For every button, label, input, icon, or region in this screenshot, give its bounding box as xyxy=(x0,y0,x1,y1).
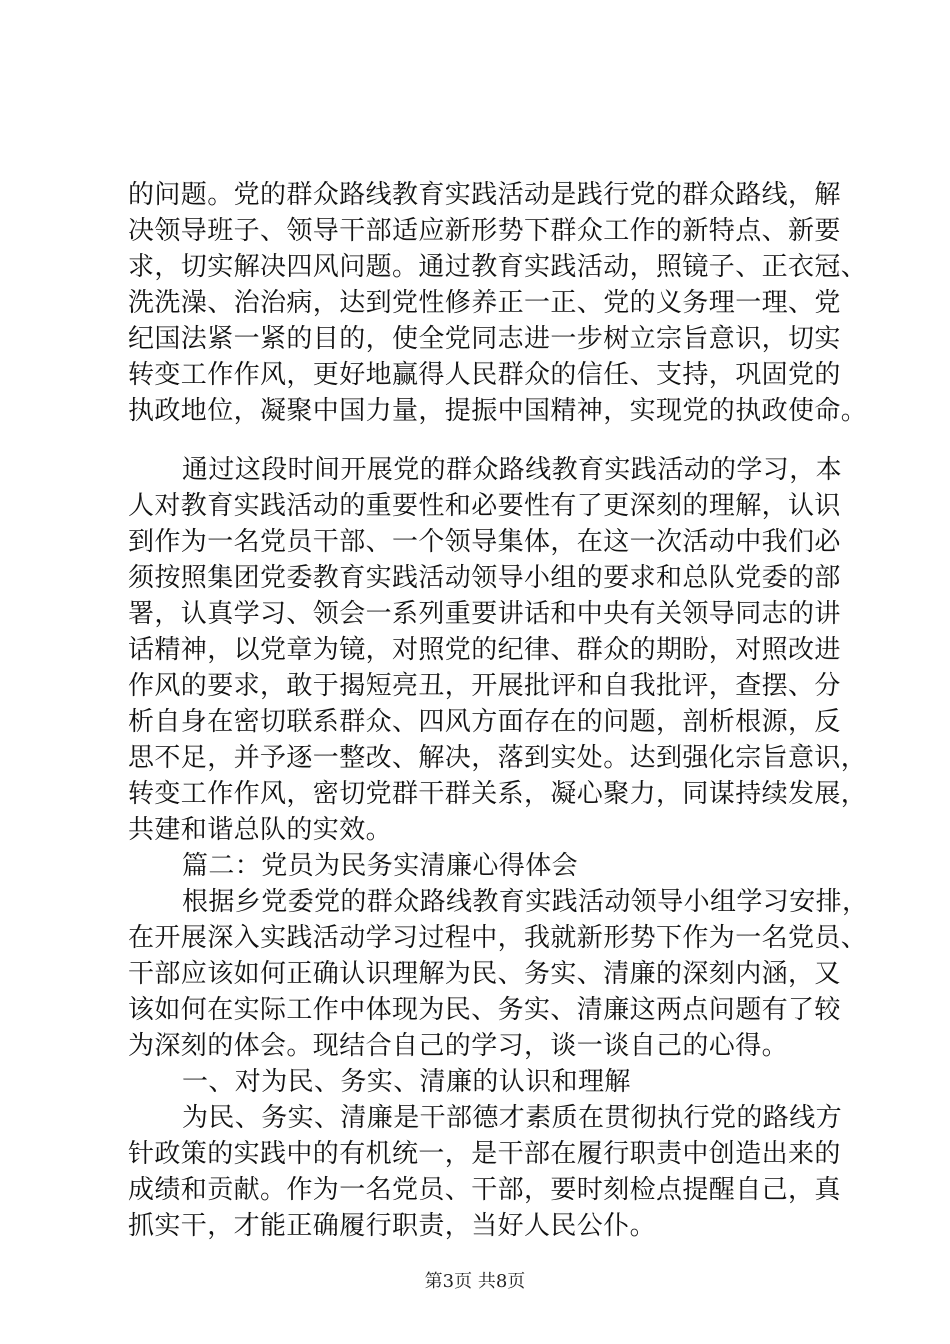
text-line: 人对教育实践活动的重要性和必要性有了更深刻的理解，认识 xyxy=(128,491,841,521)
section-title: 篇二：党员为民务实清廉心得体会 xyxy=(182,851,579,881)
text-line: 针政策的实践中的有机统一，是干部在履行职责中创造出来的 xyxy=(128,1139,841,1169)
text-line: 根据乡党委党的群众路线教育实践活动领导小组学习安排， xyxy=(182,887,869,917)
text-line: 执政地位，凝聚中国力量，提振中国精神，实现党的执政使命。 xyxy=(128,396,868,426)
text-line: 到作为一名党员干部、一个领导集体，在这一次活动中我们必 xyxy=(128,527,841,557)
subheading: 一、对为民、务实、清廉的认识和理解 xyxy=(182,1067,631,1097)
text-line: 为民、务实、清廉是干部德才素质在贯彻执行党的路线方 xyxy=(182,1103,843,1133)
text-line: 转变工作作风，更好地赢得人民群众的信任、支持，巩固党的 xyxy=(128,360,841,390)
text-line: 共建和谐总队的实效。 xyxy=(128,815,393,845)
text-line: 干部应该如何正确认识理解为民、务实、清廉的深刻内涵，又 xyxy=(128,959,841,989)
text-line: 抓实干，才能正确履行职责，当好人民公仆。 xyxy=(128,1211,657,1241)
text-line: 署，认真学习、领会一系列重要讲话和中央有关领导同志的讲 xyxy=(128,599,841,629)
text-line: 须按照集团党委教育实践活动领导小组的要求和总队党委的部 xyxy=(128,563,841,593)
text-line: 该如何在实际工作中体现为民、务实、清廉这两点问题有了较 xyxy=(128,995,841,1025)
text-line: 纪国法紧一紧的目的，使全党同志进一步树立宗旨意识，切实 xyxy=(128,324,841,354)
text-line: 求，切实解决四风问题。通过教育实践活动，照镜子、正衣冠、 xyxy=(128,252,868,282)
text-line: 洗洗澡、治治病，达到党性修养正一正、党的义务理一理、党 xyxy=(128,288,841,318)
text-line: 通过这段时间开展党的群众路线教育实践活动的学习，本 xyxy=(182,455,843,485)
text-line: 在开展深入实践活动学习过程中，我就新形势下作为一名党员、 xyxy=(128,923,868,953)
page-number-footer: 第3页 共8页 xyxy=(424,1271,526,1292)
text-line: 为深刻的体会。现结合自己的学习，谈一谈自己的心得。 xyxy=(128,1031,789,1061)
text-line: 转变工作作风，密切党群干群关系，凝心聚力，同谋持续发展， xyxy=(128,779,868,809)
text-line: 话精神，以党章为镜，对照党的纪律、群众的期盼，对照改进 xyxy=(128,635,841,665)
text-line: 成绩和贡献。作为一名党员、干部，要时刻检点提醒自己，真 xyxy=(128,1175,841,1205)
text-line: 思不足，并予逐一整改、解决，落到实处。达到强化宗旨意识， xyxy=(128,743,868,773)
text-line: 作风的要求，敢于揭短亮丑，开展批评和自我批评，查摆、分 xyxy=(128,671,841,701)
text-line: 的问题。党的群众路线教育实践活动是践行党的群众路线，解 xyxy=(128,180,841,210)
text-line: 析自身在密切联系群众、四风方面存在的问题，剖析根源，反 xyxy=(128,707,841,737)
text-line: 决领导班子、领导干部适应新形势下群众工作的新特点、新要 xyxy=(128,216,841,246)
